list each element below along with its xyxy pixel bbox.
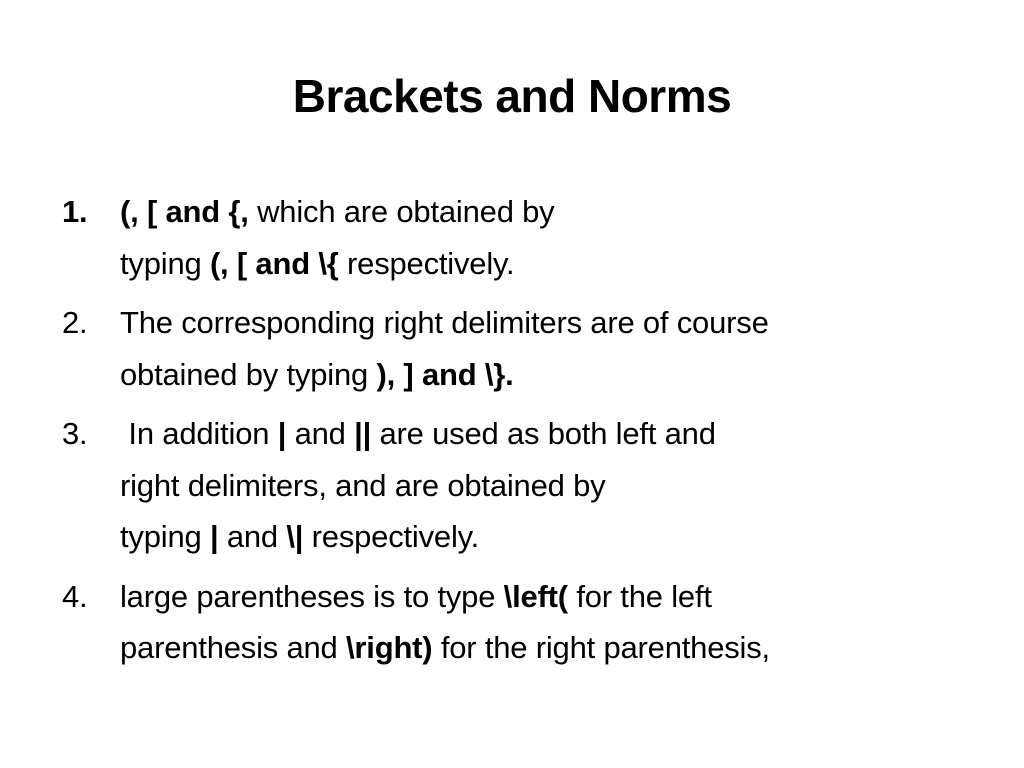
code-text: \|: [286, 519, 304, 554]
body-text: obtained by typing: [120, 356, 377, 392]
code-text: |: [209, 519, 219, 554]
list-item-number: 1.: [62, 194, 88, 229]
body-text: large parentheses is to type: [120, 578, 504, 614]
code-text: \left(: [503, 578, 568, 614]
list-item-line: [120, 571, 982, 623]
bullet-list: [62, 186, 982, 682]
code-text: |: [277, 416, 287, 451]
list-item-line: [120, 622, 982, 674]
list-item-number: 3.: [62, 416, 88, 451]
list-item-line: [120, 408, 982, 460]
body-text: and: [218, 519, 287, 554]
body-text: which are obtained by: [248, 194, 555, 229]
list-item: [62, 297, 982, 400]
body-text: and: [286, 416, 355, 451]
code-text: ||: [354, 416, 372, 451]
body-text: parenthesis and: [120, 630, 347, 665]
code-text: ), ] and \}.: [376, 356, 514, 392]
list-item-line: [120, 349, 982, 401]
list-item-number: 2.: [62, 305, 88, 340]
body-text: for the right parenthesis,: [432, 630, 770, 665]
body-text: are used as both left and: [371, 416, 716, 451]
body-text: respectively.: [338, 245, 515, 281]
list-item: [62, 571, 982, 674]
body-text: right delimiters, and are obtained by: [120, 467, 606, 503]
body-text: typing: [120, 519, 210, 554]
body-text: for the left: [567, 578, 712, 614]
list-item-line: [120, 511, 982, 563]
code-text: (, [ and \{: [209, 245, 339, 281]
body-text: typing: [120, 245, 210, 281]
body-text: The corresponding right delimiters are of course: [120, 305, 769, 340]
code-text: \right): [346, 630, 433, 665]
list-item-line: [120, 186, 982, 238]
list-item-number: 4.: [62, 578, 88, 614]
list-item-line: [120, 460, 982, 512]
code-text: (, [ and {,: [120, 194, 249, 229]
body-text: respectively.: [303, 519, 480, 554]
list-item-line: [120, 238, 982, 290]
list-item: [62, 408, 982, 563]
slide-title: Brackets and Norms: [292, 70, 732, 122]
body-text: In addition: [120, 416, 278, 451]
list-item: [62, 186, 982, 289]
list-item-line: [120, 297, 982, 349]
